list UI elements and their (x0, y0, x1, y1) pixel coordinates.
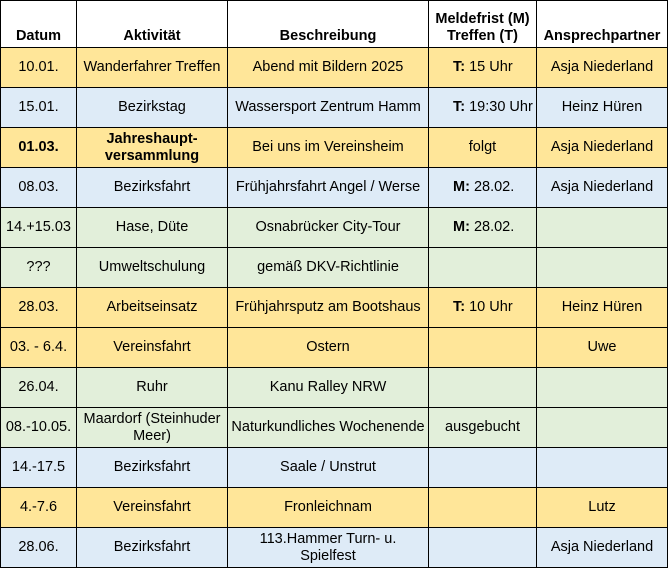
cell-aktivitaet: Bezirksfahrt (77, 168, 228, 208)
cell-aktivitaet: Bezirksfahrt (77, 448, 228, 488)
cell-ansprechpartner (537, 208, 668, 248)
cell-meldefrist (429, 328, 537, 368)
cell-ansprechpartner: Asja Niederland (537, 528, 668, 568)
cell-beschreibung: Frühjahrsfahrt Angel / Werse (228, 168, 429, 208)
cell-datum: 03. - 6.4. (1, 328, 77, 368)
cell-datum: 28.03. (1, 288, 77, 328)
cell-datum: 15.01. (1, 88, 77, 128)
deadline-label: M: (453, 179, 470, 195)
cell-aktivitaet: Arbeitseinsatz (77, 288, 228, 328)
table-row (1, 328, 668, 368)
table-row (1, 88, 668, 128)
cell-beschreibung: gemäß DKV-Richtlinie (228, 248, 429, 288)
cell-aktivitaet: Bezirkstag (77, 88, 228, 128)
cell-ansprechpartner: Asja Niederland (537, 128, 668, 168)
table-row (1, 48, 668, 88)
header-meldefrist-line2: Treffen (T) (447, 28, 518, 44)
cell-meldefrist (429, 248, 537, 288)
cell-datum: 01.03. (1, 128, 77, 168)
cell-meldefrist (429, 408, 537, 448)
header-aktivitaet: Aktivität (77, 1, 228, 48)
cell-beschreibung: Osnabrücker City-Tour (228, 208, 429, 248)
cell-beschreibung: Bei uns im Vereinsheim (228, 128, 429, 168)
cell-ansprechpartner: Heinz Hüren (537, 88, 668, 128)
cell-datum: 26.04. (1, 368, 77, 408)
cell-beschreibung: Wassersport Zentrum Hamm (228, 88, 429, 128)
cell-ansprechpartner: Lutz (537, 488, 668, 528)
table-row (1, 448, 668, 488)
table-row (1, 288, 668, 328)
cell-ansprechpartner (537, 248, 668, 288)
cell-datum: 10.01. (1, 48, 77, 88)
cell-meldefrist (429, 528, 537, 568)
cell-meldefrist (429, 368, 537, 408)
deadline-text: 15 Uhr (465, 59, 513, 75)
cell-beschreibung: Kanu Ralley NRW (228, 368, 429, 408)
cell-datum: 08.-10.05. (1, 408, 77, 448)
cell-ansprechpartner: Asja Niederland (537, 48, 668, 88)
cell-meldefrist (429, 448, 537, 488)
table-row (1, 528, 668, 568)
cell-beschreibung: Naturkundliches Wochenende (228, 408, 429, 448)
cell-aktivitaet: Jahreshaupt-versammlung (77, 128, 228, 168)
deadline-label: M: (453, 219, 470, 235)
table-row (1, 488, 668, 528)
header-datum: Datum (1, 1, 77, 48)
cell-meldefrist (429, 168, 537, 208)
cell-ansprechpartner (537, 448, 668, 488)
cell-datum: 14.-17.5 (1, 448, 77, 488)
cell-aktivitaet: Vereinsfahrt (77, 488, 228, 528)
table-row (1, 248, 668, 288)
header-row (1, 1, 668, 48)
cell-meldefrist (429, 208, 537, 248)
cell-meldefrist (429, 88, 537, 128)
table-row (1, 128, 668, 168)
cell-meldefrist (429, 128, 537, 168)
cell-meldefrist (429, 48, 537, 88)
cell-aktivitaet: Ruhr (77, 368, 228, 408)
deadline-text: 10 Uhr (465, 299, 513, 315)
deadline-label: T: (453, 59, 466, 75)
header-beschreibung: Beschreibung (228, 1, 429, 48)
cell-datum: 28.06. (1, 528, 77, 568)
cell-beschreibung: Saale / Unstrut (228, 448, 429, 488)
cell-beschreibung: Abend mit Bildern 2025 (228, 48, 429, 88)
deadline-text: 19:30 Uhr (465, 99, 533, 115)
cell-aktivitaet: Umweltschulung (77, 248, 228, 288)
deadline-label: T: (453, 99, 466, 115)
table-row (1, 408, 668, 448)
cell-ansprechpartner: Asja Niederland (537, 168, 668, 208)
cell-aktivitaet: Hase, Düte (77, 208, 228, 248)
deadline-text: 28.02. (469, 219, 515, 235)
cell-meldefrist (429, 488, 537, 528)
cell-datum: ??? (1, 248, 77, 288)
header-meldefrist-line1: Meldefrist (M) (435, 11, 530, 27)
cell-beschreibung: Ostern (228, 328, 429, 368)
header-meldefrist (429, 1, 537, 48)
table-row (1, 208, 668, 248)
deadline-text: ausgebucht (445, 419, 520, 435)
cell-ansprechpartner: Uwe (537, 328, 668, 368)
table-row (1, 368, 668, 408)
cell-aktivitaet: Bezirksfahrt (77, 528, 228, 568)
deadline-label: T: (453, 299, 466, 315)
cell-beschreibung: Frühjahrsputz am Bootshaus (228, 288, 429, 328)
cell-ansprechpartner: Heinz Hüren (537, 288, 668, 328)
cell-aktivitaet: Wanderfahrer Treffen (77, 48, 228, 88)
table-row (1, 168, 668, 208)
cell-beschreibung: 113.Hammer Turn- u. Spielfest (228, 528, 429, 568)
cell-ansprechpartner (537, 408, 668, 448)
deadline-text: 28.02. (469, 179, 515, 195)
cell-meldefrist (429, 288, 537, 328)
cell-datum: 14.+15.03 (1, 208, 77, 248)
cell-datum: 4.-7.6 (1, 488, 77, 528)
cell-ansprechpartner (537, 368, 668, 408)
header-ansprechpartner: Ansprechpartner (537, 1, 668, 48)
cell-aktivitaet: Maardorf (Steinhuder Meer) (77, 408, 228, 448)
cell-beschreibung: Fronleichnam (228, 488, 429, 528)
cell-datum: 08.03. (1, 168, 77, 208)
deadline-text: folgt (468, 139, 497, 155)
cell-aktivitaet: Vereinsfahrt (77, 328, 228, 368)
